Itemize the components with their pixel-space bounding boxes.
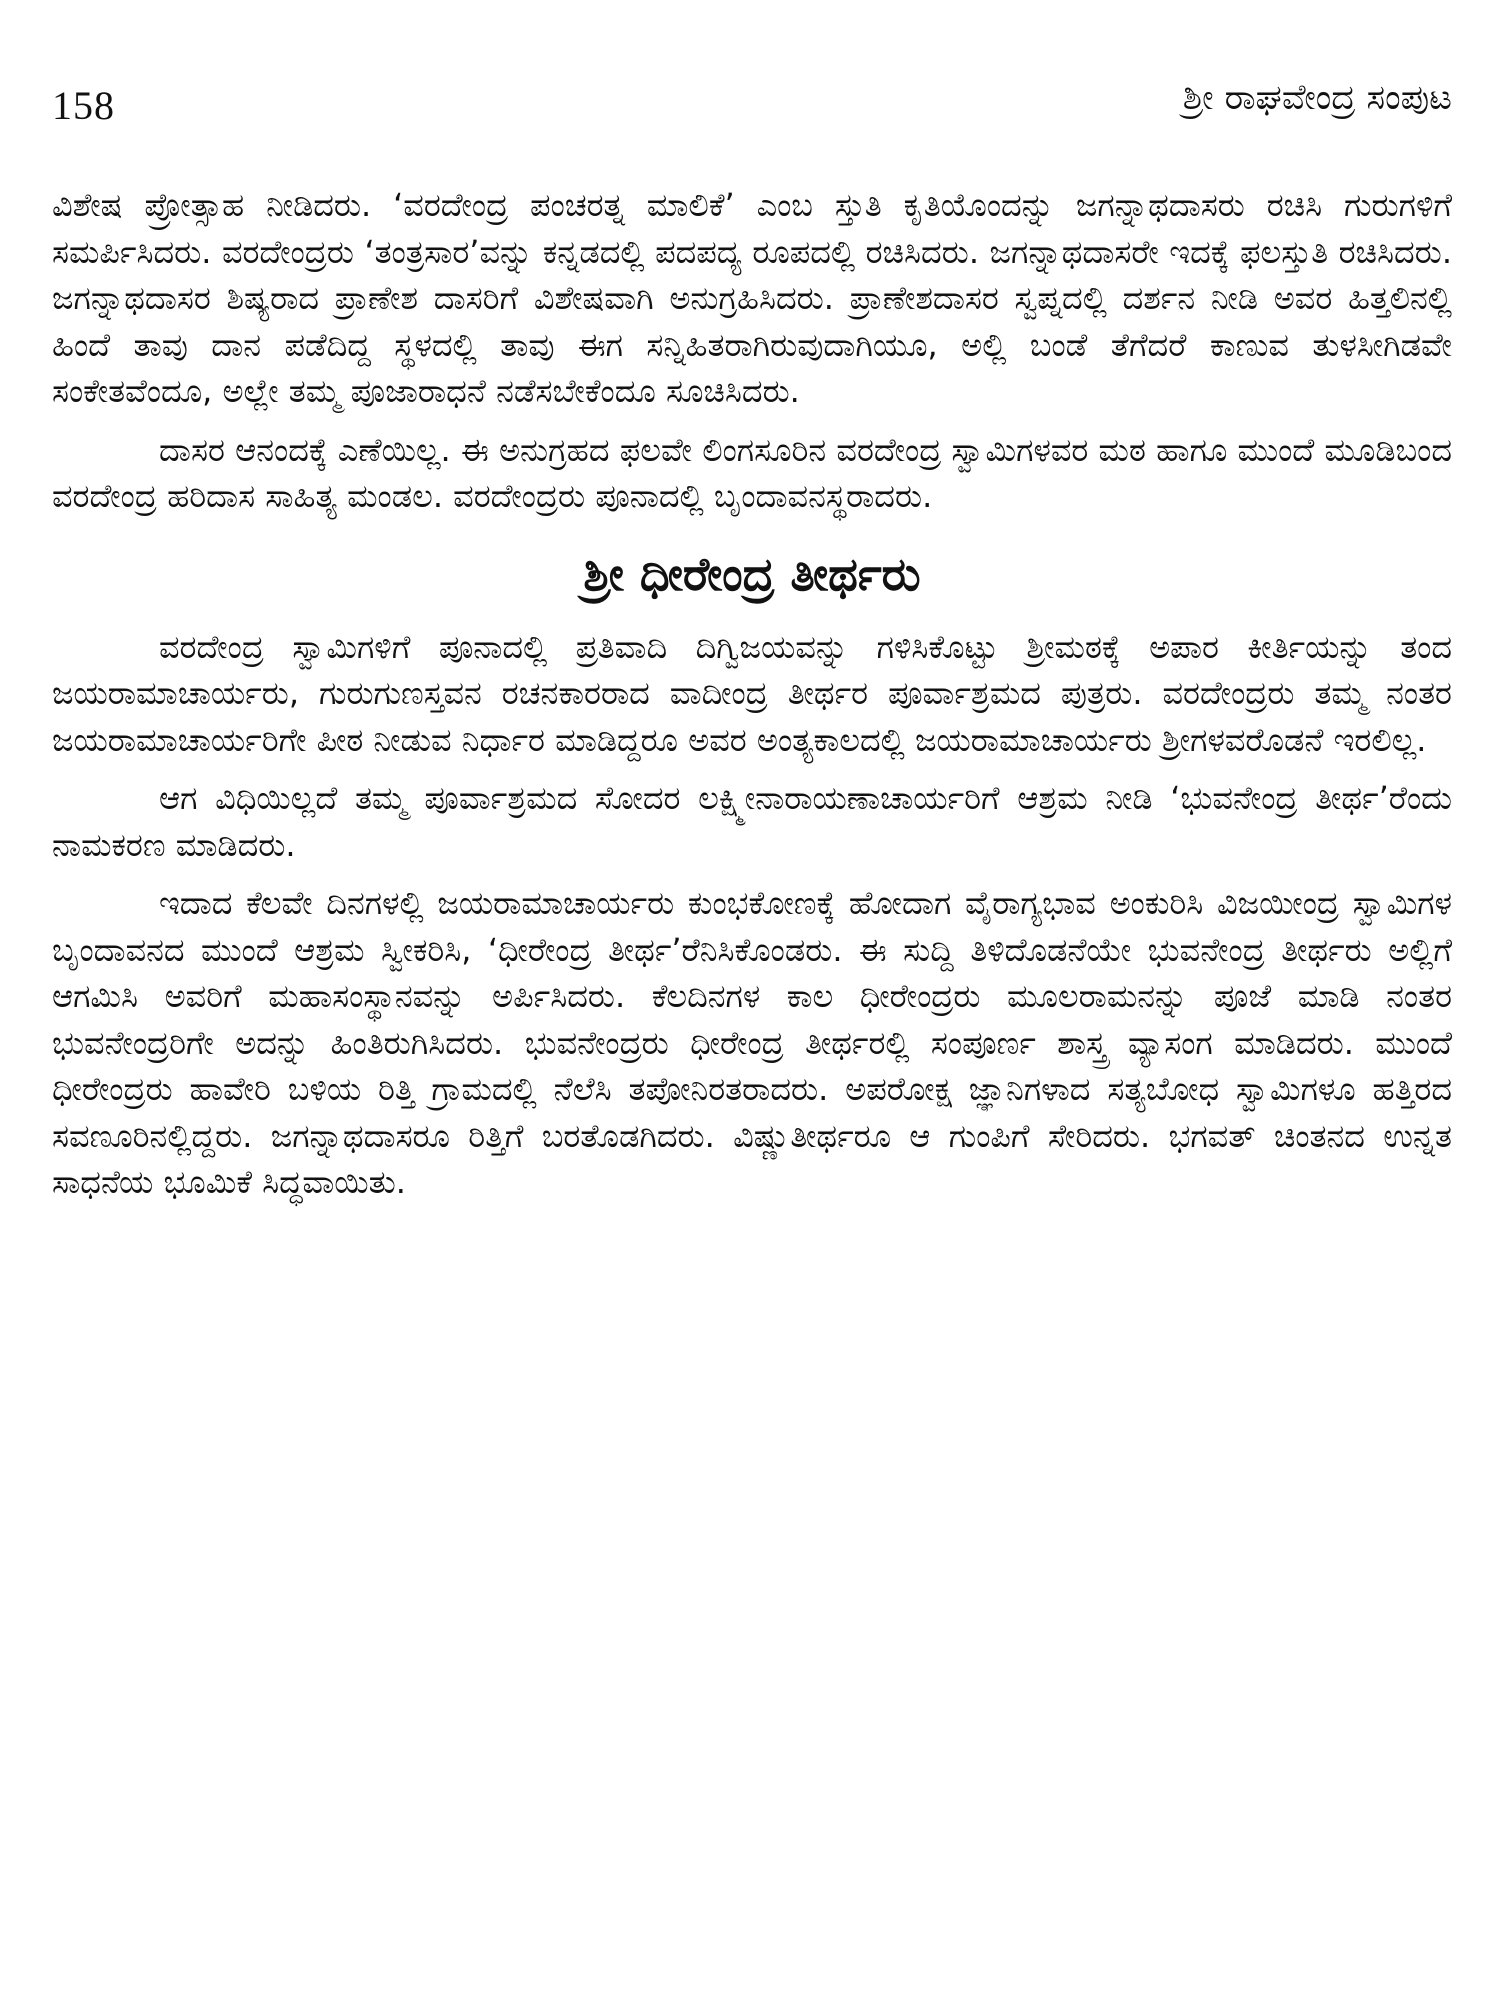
page-header bbox=[52, 70, 1452, 140]
paragraph-dasara-ananda: ದಾಸರ ಆನಂದಕ್ಕೆ ಎಣೆಯಿಲ್ಲ. ಈ ಅನುಗ್ರಹದ ಫಲವೇ ಲಿಂಗಸೂರಿನ ವರದೇಂದ್ರ ಸ್ವಾಮಿಗಳವರ ಮಠ ಹಾಗೂ ಮುಂದೆ ಮೂಡಿಬಂದ ವರದೇಂದ್ರ ಹರಿದಾಸ ಸಾಹಿತ್ಯ ಮಂಡಲ. ವರದೇಂದ್ರರು ಪೂನಾದಲ್ಲಿ ಬೃಂದಾವನಸ್ಥರಾದರು. bbox=[52, 430, 1452, 515]
paragraph-varadendra: ವರದೇಂದ್ರ ಸ್ವಾಮಿಗಳಿಗೆ ಪೂನಾದಲ್ಲಿ ಪ್ರತಿವಾದಿ ದಿಗ್ವಿಜಯವನ್ನು ಗಳಿಸಿಕೊಟ್ಟು ಶ್ರೀಮಠಕ್ಕೆ ಅಪಾರ ಕೀರ್ತಿಯನ್ನು ತಂದ ಜಯರಾಮಾಚಾರ್ಯರು, ಗುರುಗುಣಸ್ತವನ ರಚನಕಾರರಾದ ವಾದೀಂದ್ರ ತೀರ್ಥರ ಪೂರ್ವಾಶ್ರಮದ ಪುತ್ರರು. ವರದೇಂದ್ರರು ತಮ್ಮ ನಂತರ ಜಯರಾಮಾಚಾರ್ಯರಿಗೇ ಪೀಠ ನೀಡುವ ನಿರ್ಧಾರ ಮಾಡಿದ್ದರೂ ಅವರ ಅಂತ್ಯಕಾಲದಲ್ಲಿ ಜಯರಾಮಾಚಾರ್ಯರು ಶ್ರೀಗಳವರೊಡನೆ ಇರಲಿಲ್ಲ. bbox=[52, 627, 1452, 759]
page-number: 158 bbox=[52, 83, 115, 128]
paragraph-aaga-vidhi: ಆಗ ವಿಧಿಯಿಲ್ಲದೆ ತಮ್ಮ ಪೂರ್ವಾಶ್ರಮದ ಸೋದರ ಲಕ್ಷ್ಮೀನಾರಾಯಣಾಚಾರ್ಯರಿಗೆ ಆಶ್ರಮ ನೀಡಿ ‘ಭುವನೇಂದ್ರ ತೀರ್ಥ’ರೆಂದು ನಾಮಕರಣ ಮಾಡಿದರು. bbox=[52, 779, 1452, 864]
running-head: ಶ್ರೀ ರಾಘವೇಂದ್ರ ಸಂಪುಟ bbox=[1182, 78, 1452, 118]
paragraph-continued: ವಿಶೇಷ ಪ್ರೋತ್ಸಾಹ ನೀಡಿದರು. ‘ವರದೇಂದ್ರ ಪಂಚರತ್ನ ಮಾಲಿಕೆ’ ಎಂಬ ಸ್ತುತಿ ಕೃತಿಯೊಂದನ್ನು ಜಗನ್ನಾಥದಾಸರು ರಚಿಸಿ ಗುರುಗಳಿಗೆ ಸಮರ್ಪಿಸಿದರು. ವರದೇಂದ್ರರು ‘ತಂತ್ರಸಾರ’ವನ್ನು ಕನ್ನಡದಲ್ಲಿ ಪದಪದ್ಯ ರೂಪದಲ್ಲಿ ರಚಿಸಿದರು. ಜಗನ್ನಾಥದಾಸರೇ ಇದಕ್ಕೆ ಫಲಸ್ತುತಿ ರಚಿಸಿದರು. ಜಗನ್ನಾಥದಾಸರ ಶಿಷ್ಯರಾದ ಪ್ರಾಣೇಶ ದಾಸರಿಗೆ ವಿಶೇಷವಾಗಿ ಅನುಗ್ರಹಿಸಿದರು. ಪ್ರಾಣೇಶದಾಸರ ಸ್ವಪ್ನದಲ್ಲಿ ದರ್ಶನ ನೀಡಿ ಅವರ ಹಿತ್ತಲಿನಲ್ಲಿ ಹಿಂದೆ ತಾವು ದಾನ ಪಡೆದಿದ್ದ ಸ್ಥಳದಲ್ಲಿ ತಾವು ಈಗ ಸನ್ನಿಹಿತರಾಗಿರುವುದಾಗಿಯೂ, ಅಲ್ಲಿ ಬಂಡೆ ತೆಗೆದರೆ ಕಾಣುವ ತುಳಸೀಗಿಡವೇ ಸಂಕೇತವೆಂದೂ, ಅಲ್ಲೇ ತಮ್ಮ ಪೂಜಾರಾಧನೆ ನಡೆಸಬೇಕೆಂದೂ ಸೂಚಿಸಿದರು. bbox=[52, 186, 1452, 410]
section-title: ಶ್ರೀ ಧೀರೇಂದ್ರ ತೀರ್ಥರು bbox=[583, 546, 921, 601]
paragraph-idaada: ಇದಾದ ಕೆಲವೇ ದಿನಗಳಲ್ಲಿ ಜಯರಾಮಾಚಾರ್ಯರು ಕುಂಭಕೋಣಕ್ಕೆ ಹೋದಾಗ ವೈರಾಗ್ಯಭಾವ ಅಂಕುರಿಸಿ ವಿಜಯೀಂದ್ರ ಸ್ವಾಮಿಗಳ ಬೃಂದಾವನದ ಮುಂದೆ ಆಶ್ರಮ ಸ್ವೀಕರಿಸಿ, ‘ಧೀರೇಂದ್ರ ತೀರ್ಥ’ರೆನಿಸಿಕೊಂಡರು. ಈ ಸುದ್ದಿ ತಿಳಿದೊಡನೆಯೇ ಭುವನೇಂದ್ರ ತೀರ್ಥರು ಅಲ್ಲಿಗೆ ಆಗಮಿಸಿ ಅವರಿಗೆ ಮಹಾಸಂಸ್ಥಾನವನ್ನು ಅರ್ಪಿಸಿದರು. ಕೆಲದಿನಗಳ ಕಾಲ ಧೀರೇಂದ್ರರು ಮೂಲರಾಮನನ್ನು ಪೂಜೆ ಮಾಡಿ ನಂತರ ಭುವನೇಂದ್ರರಿಗೇ ಅದನ್ನು ಹಿಂತಿರುಗಿಸಿದರು. ಭುವನೇಂದ್ರರು ಧೀರೇಂದ್ರ ತೀರ್ಥರಲ್ಲಿ ಸಂಪೂರ್ಣ ಶಾಸ್ತ್ರ ವ್ಯಾಸಂಗ ಮಾಡಿದರು. ಮುಂದೆ ಧೀರೇಂದ್ರರು ಹಾವೇರಿ ಬಳಿಯ ರಿತ್ತಿ ಗ್ರಾಮದಲ್ಲಿ ನೆಲೆಸಿ ತಪೋನಿರತರಾದರು. ಅಪರೋಕ್ಷ ಜ್ಞಾನಿಗಳಾದ ಸತ್ಯಬೋಧ ಸ್ವಾಮಿಗಳೂ ಹತ್ತಿರದ ಸವಣೂರಿನಲ್ಲಿದ್ದರು. ಜಗನ್ನಾಥದಾಸರೂ ರಿತ್ತಿಗೆ ಬರತೊಡಗಿದರು. ವಿಷ್ಣುತೀರ್ಥರೂ ಆ ಗುಂಪಿಗೆ ಸೇರಿದರು. ಭಗವತ್ ಚಿಂತನದ ಉನ್ನತ ಸಾಧನೆಯ ಭೂಮಿಕೆ ಸಿದ್ಧವಾಯಿತು. bbox=[52, 884, 1452, 1201]
book-page bbox=[52, 70, 1452, 1218]
